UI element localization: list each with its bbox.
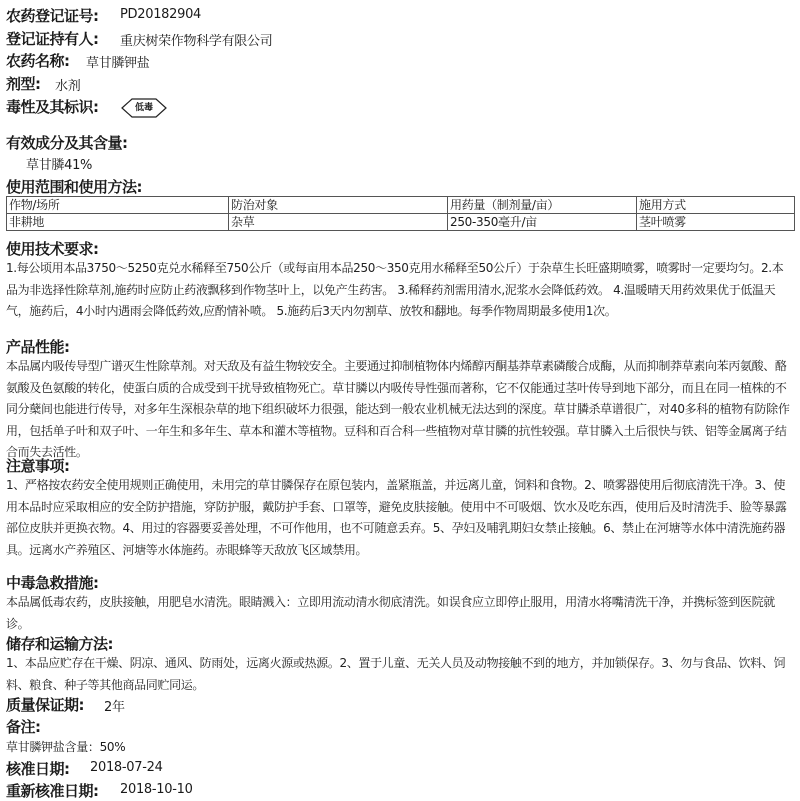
table-row [7,214,795,231]
table-cell: 非耕地 [7,214,229,231]
usage-label: 使用范围和使用方法: [6,178,142,196]
approval-date-label: 核准日期: [6,760,70,778]
product-name-value: 草甘膦钾盐 [86,56,150,71]
remarks-text: 草甘膦钾盐含量：50% [6,740,126,754]
reg-no-label: 农药登记证号: [6,7,99,25]
holder-label: 登记证持有人: [6,30,99,48]
storage-label: 储存和运输方法: [6,635,113,653]
reapproval-date-label: 重新核准日期: [6,782,99,800]
warranty-value: 2年 [104,700,125,715]
precautions-text: 1、严格按农药安全使用规则正确使用，未用完的草甘膦保存在原包装内，盖紧瓶盖，并远离儿童，饲料和食物。2、喷雾器使用后彻底清洗干净。3、使用本品时应采取相应的安全防护措施，穿防护服，戴防护手套、口罩等，避免皮肤接触。使用中不可吸烟、饮水及吃东西，使用后及时清洗手、脸等暴露部位皮肤并更换衣物。4、用过的容器要妥善处理，不可作他用，也不可随意丢弃。5、孕妇及哺乳期妇女禁止接触。6、禁止在河塘等水体中清洗施药器具。远离水产养殖区、河塘等水体施药。赤眼蜂等天敌放飞区域禁用。 [6,478,787,557]
table-cell: 杂草 [229,214,448,231]
product-name-label: 农药名称: [6,52,70,70]
first-aid-label: 中毒急救措施: [6,574,99,592]
approval-date-value: 2018-07-24 [90,760,163,775]
holder-value: 重庆树荣作物科学有限公司 [120,34,273,49]
warranty-label: 质量保证期: [6,696,84,714]
performance-label: 产品性能: [6,338,70,356]
usage-table [6,196,795,231]
first-aid-text: 本品属低毒农药，皮肤接触，用肥皂水清洗。眼睛溅入：立即用流动清水彻底清洗。如误食应立即停止服用，用清水将嘴清洗干净，并携标签到医院就诊。 [6,595,775,631]
reg-no-value: PD20182904 [120,7,202,22]
usage-table-header-row [7,197,795,214]
toxicity-badge-text: 低毒 [134,103,153,113]
technique-label: 使用技术要求: [6,240,99,258]
formulation-label: 剂型: [6,75,41,93]
formulation-value: 水剂 [55,79,81,94]
performance-text: 本品属内吸传导型广谱灭生性除草剂。对天敌及有益生物较安全。主要通过抑制植物体内烯醇丙酮基莽草素磷酸合成酶，从而抑制莽草素向苯丙氨酸、酪氨酸及色氨酸的转化，使蛋白质的合成受到干扰导致植物死亡。草甘膦以内吸传导性强而著称，它不仅能通过茎叶传导到地下部分，而且在同一植株的不同分蘖间也能进行传导，对多年生深根杂草的地下组织破坏力很强，能达到一般农业机械无法达到的深度。草甘膦杀草谱很广，对40多科的植物有防除作用，包括单子叶和双子叶、一年生和多年生、草本和灌木等植物。豆科和百合科一些植物对草甘膦的抗性较强。草甘膦入土后很快与铁、铝等金属离子结合而失去活性。 [6,359,790,459]
storage-text: 1、本品应贮存在干燥、阴凉、通风、防雨处，远离火源或热源。2、置于儿童、无关人员及动物接触不到的地方，并加锁保存。3、勿与食品、饮料、饲料、粮食、种子等其他商品同贮同运。 [6,656,786,692]
table-cell: 茎叶喷雾 [637,214,795,231]
ingredient-value: 草甘膦41% [26,158,93,173]
remarks-label: 备注: [6,718,41,736]
table-cell: 250-350毫升/亩 [448,214,637,231]
precautions-label: 注意事项: [6,457,70,475]
table-header-cell: 防治对象 [229,197,448,214]
ingredient-label: 有效成分及其含量: [6,134,128,152]
table-header-cell: 用药量（制剂量/亩） [448,197,637,214]
low-toxicity-icon [120,97,168,119]
table-header-cell: 施用方式 [637,197,795,214]
technique-text: 1.每公顷用本品3750～5250克兑水稀释至750公斤（或每亩用本品250～350克用水稀释至50公斤）于杂草生长旺盛期喷雾，喷雾时一定要均匀。2.本品为非选择性除草剂,施药时应防止药液飘移到作物茎叶上，以免产生药害。 3.稀释药剂需用清水,泥浆水会降低药效。 4.温暖晴天用药效果优于低温天气，施药后，4小时内遇雨会降低药效,应酌情补喷。 5.施药后3天内勿割草、放牧和翻地。每季作物周期最多使用1次。 [6,261,784,318]
reapproval-date-value: 2018-10-10 [120,782,193,797]
table-header-cell: 作物/场所 [7,197,229,214]
toxicity-label: 毒性及其标识: [6,98,99,116]
